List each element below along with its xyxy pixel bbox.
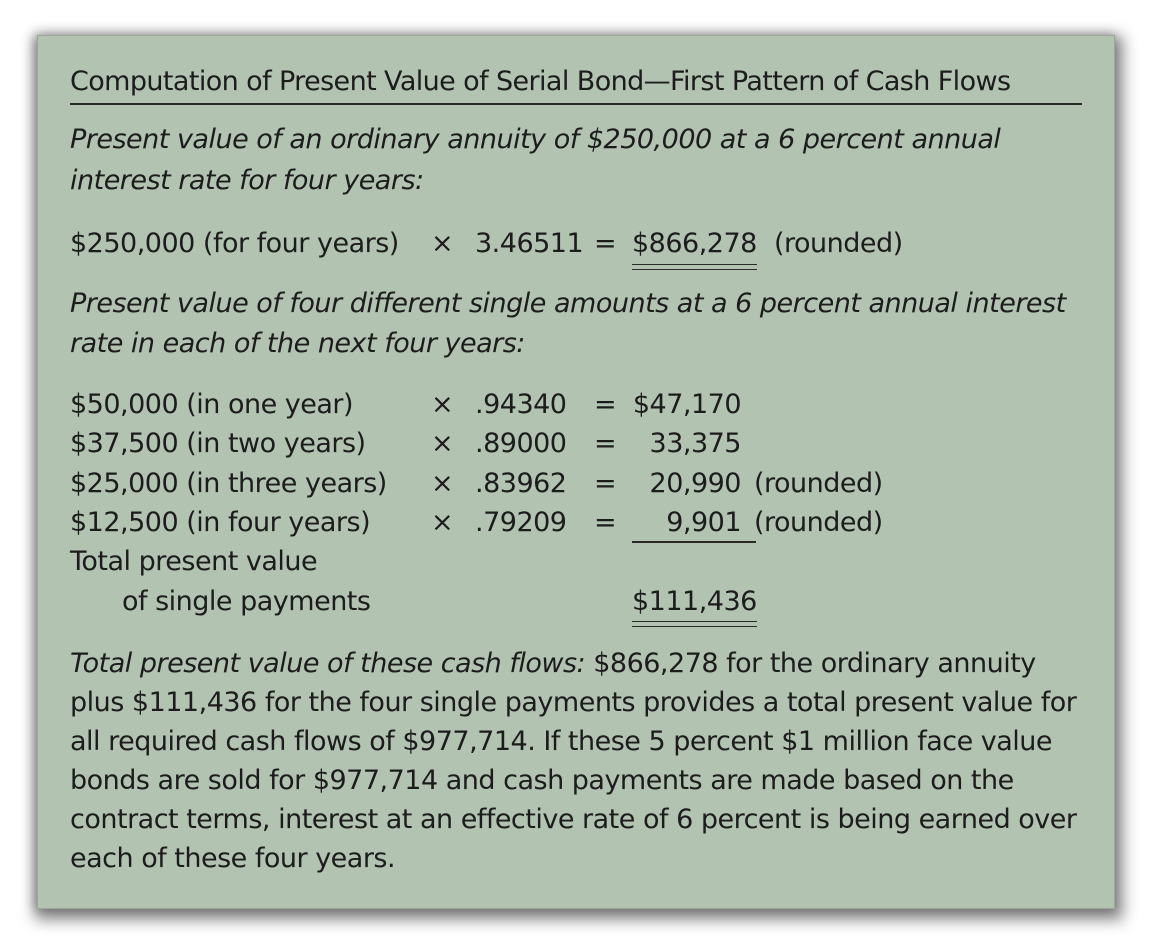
- single-row-1-equals: =: [594, 389, 617, 420]
- annuity-rounded-note: (rounded): [774, 228, 903, 259]
- annuity-amount: $250,000 (for four years): [70, 228, 399, 259]
- single-row-4-amount: $12,500 (in four years): [70, 507, 371, 538]
- single-row-2-factor: .89000: [475, 428, 567, 459]
- total-label-line1: Total present value: [70, 546, 318, 577]
- annuity-heading-line2: interest rate for four years:: [70, 165, 424, 196]
- single-row-3-amount: $25,000 (in three years): [70, 468, 387, 499]
- annuity-equals-sign: =: [594, 228, 617, 259]
- single-row-1-result: $47,170: [632, 389, 741, 420]
- singles-heading-line2: rate in each of the next four years:: [70, 328, 525, 359]
- single-row-3-result: 20,990: [649, 468, 741, 499]
- single-row-4-rounded-note: (rounded): [754, 507, 883, 538]
- single-row-1-factor: .94340: [475, 389, 567, 420]
- singles-heading-line1: Present value of four different single amounts at a 6 percent annual interest: [70, 288, 1066, 319]
- annuity-factor: 3.46511: [475, 228, 584, 259]
- annuity-heading-line1: Present value of an ordinary annuity of $250,000 at a 6 percent annual: [70, 124, 1001, 155]
- summary-lead: Total present value of these cash flows:: [70, 648, 586, 679]
- page-title: Computation of Present Value of Serial Bond—First Pattern of Cash Flows: [70, 66, 1011, 97]
- annuity-result: $866,278: [632, 228, 757, 259]
- single-row-4-times: ×: [431, 507, 454, 538]
- annuity-times-sign: ×: [431, 228, 454, 259]
- total-label-line2: of single payments: [122, 586, 371, 617]
- single-row-3-times: ×: [431, 468, 454, 499]
- single-row-1-times: ×: [431, 389, 454, 420]
- total-double-underline: [632, 621, 757, 627]
- single-row-3-rounded-note: (rounded): [754, 468, 883, 499]
- single-row-4-result: 9,901: [666, 507, 741, 538]
- single-row-1-amount: $50,000 (in one year): [70, 389, 354, 420]
- single-row-2-result: 33,375: [649, 428, 741, 459]
- content-panel: [38, 36, 1114, 908]
- single-row-2-times: ×: [431, 428, 454, 459]
- summary-paragraph: [70, 644, 1086, 878]
- total-single-payments-value: $111,436: [632, 586, 757, 617]
- single-row-3-equals: =: [594, 468, 617, 499]
- single-payments-subtotal-rule: [632, 541, 756, 543]
- single-row-4-factor: .79209: [475, 507, 567, 538]
- summary-body: $866,278 for the ordinary annuity plus $111,436 for the four single payments provides a total present value for all required cash flows of $977,714. If these 5 percent $1 million face value bonds are sold for $977,714 and cash payments are made based on the contract terms, interest at an effective rate of 6 percent is being earned over each of these four years.: [70, 648, 1077, 874]
- single-row-4-equals: =: [594, 507, 617, 538]
- single-row-2-equals: =: [594, 428, 617, 459]
- annuity-double-underline: [632, 264, 757, 270]
- single-row-3-factor: .83962: [475, 468, 567, 499]
- single-row-2-amount: $37,500 (in two years): [70, 428, 366, 459]
- title-divider: [70, 103, 1082, 105]
